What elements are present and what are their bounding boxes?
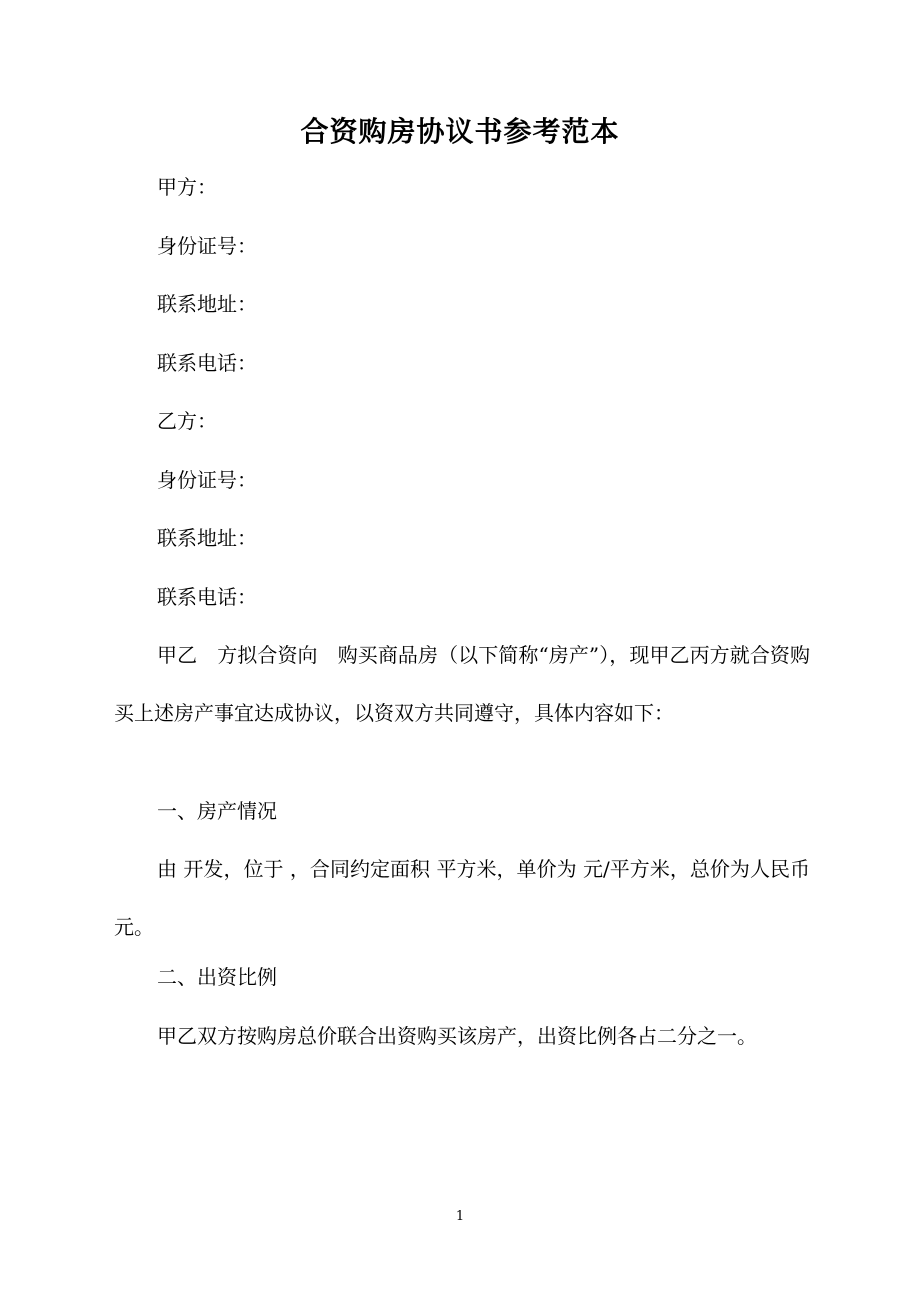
party-b-phone-label: 联系电话： xyxy=(157,585,257,609)
page-number: 1 xyxy=(455,1209,465,1224)
party-a-label: 甲方： xyxy=(157,175,217,199)
intro-paragraph: 甲乙 方拟合资向 购买商品房（以下简称“房产”），现甲乙丙方就合资购买上述房产事宜达成协议，以资双方共同遵守，具体内容如下： xyxy=(114,643,810,725)
party-a-phone-label: 联系电话： xyxy=(157,351,257,375)
section-1-body: 由 开发，位于 ，合同约定面积 平方米，单价为 元/平方米，总价为人民币 元。 xyxy=(114,857,810,939)
section-1-heading: 一、房产情况 xyxy=(157,799,277,823)
party-a-id-label: 身份证号： xyxy=(157,234,257,258)
party-b-address-label: 联系地址： xyxy=(157,526,257,550)
section-2-heading: 二、出资比例 xyxy=(157,965,277,989)
party-b-id-label: 身份证号： xyxy=(157,468,257,492)
document-title: 合资购房协议书参考范本 xyxy=(300,115,620,148)
party-b-label: 乙方： xyxy=(157,409,217,433)
section-2-body: 甲乙双方按购房总价联合出资购买该房产，出资比例各占二分之一。 xyxy=(157,1024,757,1048)
party-a-address-label: 联系地址： xyxy=(157,292,257,316)
